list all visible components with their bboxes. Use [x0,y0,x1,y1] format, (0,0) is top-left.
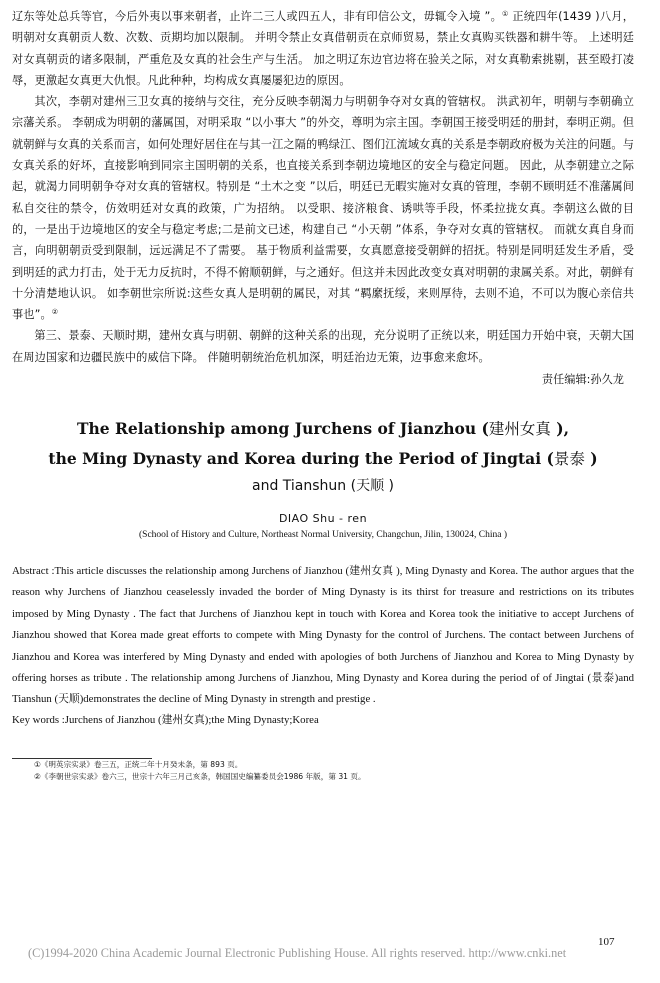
abstract: Abstract :This article discusses the relationship among Jurchens of Jianzhou (建州女真 ), Ming Dynasty and Korea. The author argues that the reason why Jurchens of Jianzhou ceaselessly invaded the border of Ming Dynasty is its thirst for treasure and restrictions on its tributes imposed by Ming Dynasty . The fact that Jurchens of Jianzhou kept in touch with Korea and Korea took the initiative to accept Jurchens of Jianzhou showed that Korea made great efforts to compete with Ming Dynasty for the control of Jurchens. The contact between Jurchens of Jianzhou and Korea was interfered by Ming Dynasty and ended with apologies of both Jurchens of Jianzhou and Korea to Ming Dynasty by offering horses as tribute . The relationship among Jurchens of Jianzhou, Ming Dynasty and Korea during the period of of Jingtai (景泰)and Tianshun (天顺)demonstrates the decline of Ming Dynasty in strength and prestige . [12,565,634,706]
keywords: Key words :Jurchens of Jianzhou (建州女真);the Ming Dynasty;Korea [12,713,319,726]
body-paragraph-2 [12,91,634,325]
paragraph-text: 正统四年(1439 )八月，明朝对女真朝贡人数、次数、贡期均加以限制。 并明令禁止女真借朝贡在京师贸易，禁止女真购买铁器和耕牛等。 上述明廷对女真朝贡的诸多限制，严重危及女真的社会生产与生活。 加之明辽东边官边将在验关之际，对女真勒索挑剔，甚至殴打凌辱，更激起女真更大仇恨。凡此种种，均构成女真屡屡犯边的原因。 [12,10,634,87]
paragraph-text: 其次，李朝对建州三卫女真的接纳与交往，充分反映李朝渴力与明朝争夺对女真的管辖权。 洪武初年，明朝与李朝确立宗藩关系。 李朝成为明朝的藩属国，对明采取 “以小事大 ”的外交，尊明为宗主国。李朝国王接受明廷的册封，奉明正朔。但就朝鲜与女真的关系而言，如何处理好居住在与其一江之隔的鸭绿江、图们江流域女真的关系是李朝政府极为关注的问题。与女真关系的好坏，直接影响到同宗主国明朝的关系，也直接关系到李朝边境地区的安全与稳定问题。 因此，从李朝建立之际起，就渴力同明朝争夺对女真的管辖权。特别是 “土木之变 ”以后，明廷已无暇实施对女真的管理，李朝不顾明廷不准藩属间私自交往的禁令，仿效明廷对女真的政策，广为招纳。 以受职、接济粮食、诱哄等手段，怀柔拉拢女真。李朝这么做的目的，一是出于边境地区的安全与稳定考虑;二是前文已述，构建自己 “小天朝 ”体系，争夺对女真的管辖权。 而就女真自身而言，向明朝朝贡受到限制，远远满足不了需要。 基于物质利益需要，女真愿意接受朝鲜的招抚。特别是同明廷发生矛盾，受到明廷的武力打击，处于无力反抗时，不得不俯顺朝鲜，与之通好。但这并未因此改变女真对明朝的隶属关系。对此，朝鲜有十分清楚地认识。 如李朝世宗所说:这些女真人是明朝的属民，对其 “羁縻抚绥，来则厚待，去则不追，不可以为腹心亲信共事也”。 [12,95,634,322]
title-text: the Ming Dynasty and Korea during the Period of Jingtai ( [48,449,554,469]
footnote-2: ②《李朝世宗实录》卷六三，世宗十六年三月己亥条，韩国国史编纂委员会1986 年版，第 31 页。 [34,771,366,781]
author-name: DIAO Shu - ren [278,512,368,526]
title-line-3: and Tianshun (天顺 ) [252,478,394,495]
title-cjk: 建州女真 [488,420,551,439]
body-paragraph-3: 第三、景泰、天顺时期，建州女真与明朝、朝鲜的这种关系的出现，充分说明了正统以来，明廷国力开始中衰，天朝大国在周边国家和边疆民族中的威信下降。 伴随明朝统治危机加深，明廷治边无策，边事愈来愈坏。 [12,329,634,364]
footnote-ref-2[interactable]: ② [51,308,59,317]
page-number: 107 [598,936,615,948]
copyright-watermark: (C)1994-2020 China Academic Journal Electronic Publishing House. All rights reserved. http://www.cnki.net [28,946,567,960]
title-line-1 [12,414,634,444]
page-content [12,6,634,783]
english-title [12,414,634,474]
footnote-1: ①《明英宗实录》卷三五，正统二年十月癸未条，第 893 页。 [34,759,243,769]
title-line-2 [12,444,634,474]
author-affiliation: (School of History and Culture, Northeast Normal University, Changchun, Jilin, 130024, China ) [139,530,507,541]
body-paragraph-1 [12,6,634,91]
footnote-ref-1[interactable]: ① [502,10,509,18]
title-text: ) [584,449,598,469]
title-text: ), [550,419,570,439]
editor-credit: 责任编辑:孙久龙 [541,373,624,387]
title-cjk: 景泰 [553,450,585,469]
paragraph-text: 辽东等处总兵等官，今后外夷以事来朝者，止许二三人或四五人，非有印信公文，毋辄令入境 ”。 [12,10,503,23]
title-text: The Relationship among Jurchens of Jianzhou ( [76,419,489,439]
